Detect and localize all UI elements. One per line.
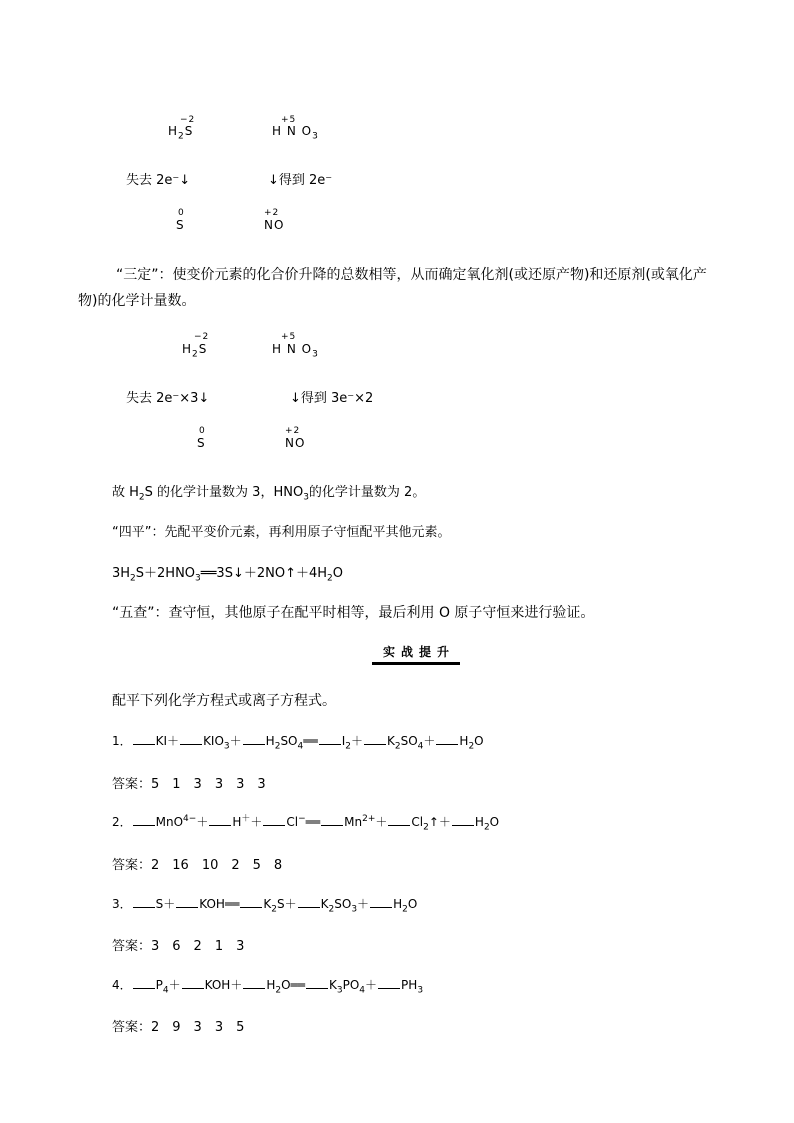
ox-state-hno3: +5 bbox=[281, 115, 297, 125]
electron-loss-label: 失去 2e⁻×3↓ bbox=[126, 391, 210, 406]
answer-blank[interactable] bbox=[319, 732, 341, 745]
answer-blank[interactable] bbox=[176, 895, 198, 908]
siping-text: “四平”：先配平变价元素，再利用原子守恒配平其他元素。 bbox=[112, 525, 451, 540]
answer-blank[interactable] bbox=[243, 976, 265, 989]
ox-state-s: 0 bbox=[178, 208, 185, 218]
answer-blank[interactable] bbox=[182, 976, 204, 989]
sanding-line-2: 物)的化学计量数。 bbox=[78, 293, 196, 309]
answer-blank[interactable] bbox=[180, 732, 202, 745]
answer-4: 答案：2 9 3 3 5 bbox=[112, 1020, 245, 1035]
answer-blank[interactable] bbox=[133, 813, 155, 826]
ox-state-hno3: +5 bbox=[281, 332, 297, 342]
formula-h2s: $H_2S$ bbox=[182, 342, 208, 360]
formula-s: S bbox=[197, 436, 206, 450]
formula-s: S bbox=[176, 218, 185, 232]
answer-blank[interactable] bbox=[321, 813, 343, 826]
formula-no: NO bbox=[285, 436, 306, 450]
answer-blank[interactable] bbox=[452, 813, 474, 826]
answer-blank[interactable] bbox=[436, 732, 458, 745]
answer-blank[interactable] bbox=[240, 895, 262, 908]
answer-blank[interactable] bbox=[133, 732, 155, 745]
answer-blank[interactable] bbox=[388, 813, 410, 826]
answer-blank[interactable] bbox=[298, 895, 320, 908]
answer-blank[interactable] bbox=[263, 813, 285, 826]
question-1: 1． $KI+ KIO_3+$ $H_2SO_4══$ $I_2+ K_2SO_4+ H_2O$ bbox=[112, 734, 484, 752]
answer-1: 答案：5 1 3 3 3 3 bbox=[112, 777, 266, 792]
ox-state-no: +2 bbox=[285, 426, 301, 436]
wucha-text: “五查”：查守恒，其他原子在配平时相等，最后利用 O 原子守恒来进行验证。 bbox=[112, 605, 595, 621]
answer-3: 答案：3 6 2 1 3 bbox=[112, 939, 245, 954]
stoich-conclusion: 故 $H_2S$ 的化学计量数为 3，$HNO_3$的化学计量数为 2。 bbox=[112, 485, 426, 503]
answer-blank[interactable] bbox=[243, 732, 265, 745]
formula-no: NO bbox=[264, 218, 285, 232]
ox-state-h2s: −2 bbox=[180, 115, 196, 125]
formula-hno3: H N $O_3$ bbox=[272, 124, 319, 142]
ox-state-s: 0 bbox=[199, 426, 206, 436]
section-heading: 实战提升 bbox=[382, 645, 455, 659]
balanced-equation: $3H_2S+2HNO_3══3S↓+2NO↑+4H_2O$ bbox=[112, 566, 343, 584]
section-heading-underline bbox=[372, 662, 460, 665]
formula-h2s: $H_2S$ bbox=[168, 124, 194, 142]
question-3: 3． S＋ KOH══ $K_2S+ K_2SO_3+ H_2O$ bbox=[112, 897, 418, 915]
answer-blank[interactable] bbox=[133, 895, 155, 908]
answer-blank[interactable] bbox=[306, 976, 328, 989]
answer-blank[interactable] bbox=[209, 813, 231, 826]
answer-blank[interactable] bbox=[378, 976, 400, 989]
ox-state-h2s: −2 bbox=[194, 332, 210, 342]
answer-blank[interactable] bbox=[133, 976, 155, 989]
electron-loss-label: 失去 2e⁻↓ bbox=[126, 173, 191, 188]
question-2: 2． MnO$^{4-}$＋ H＋＋ Cl−══ $Mn^{2+}+$ $Cl_2↑+ H_2O$ bbox=[112, 814, 500, 833]
answer-blank[interactable] bbox=[370, 895, 392, 908]
sanding-line-1: “三定”：使变价元素的化合价升降的总数相等，从而确定氧化剂(或还原产物)和还原剂(或氧化产 bbox=[116, 267, 707, 283]
electron-gain-label: ↓得到 2e⁻ bbox=[268, 173, 333, 188]
ox-state-no: +2 bbox=[264, 208, 280, 218]
question-4: 4． $P_4+ KOH+$ $H_2O══$ $K_3PO_4+ PH_3$ bbox=[112, 978, 424, 996]
formula-hno3: H N $O_3$ bbox=[272, 342, 319, 360]
instruction-text: 配平下列化学方程式或离子方程式。 bbox=[112, 693, 336, 709]
electron-gain-label: ↓得到 3e⁻×2 bbox=[290, 391, 374, 406]
answer-2: 答案：2 16 10 2 5 8 bbox=[112, 858, 283, 873]
answer-blank[interactable] bbox=[364, 732, 386, 745]
